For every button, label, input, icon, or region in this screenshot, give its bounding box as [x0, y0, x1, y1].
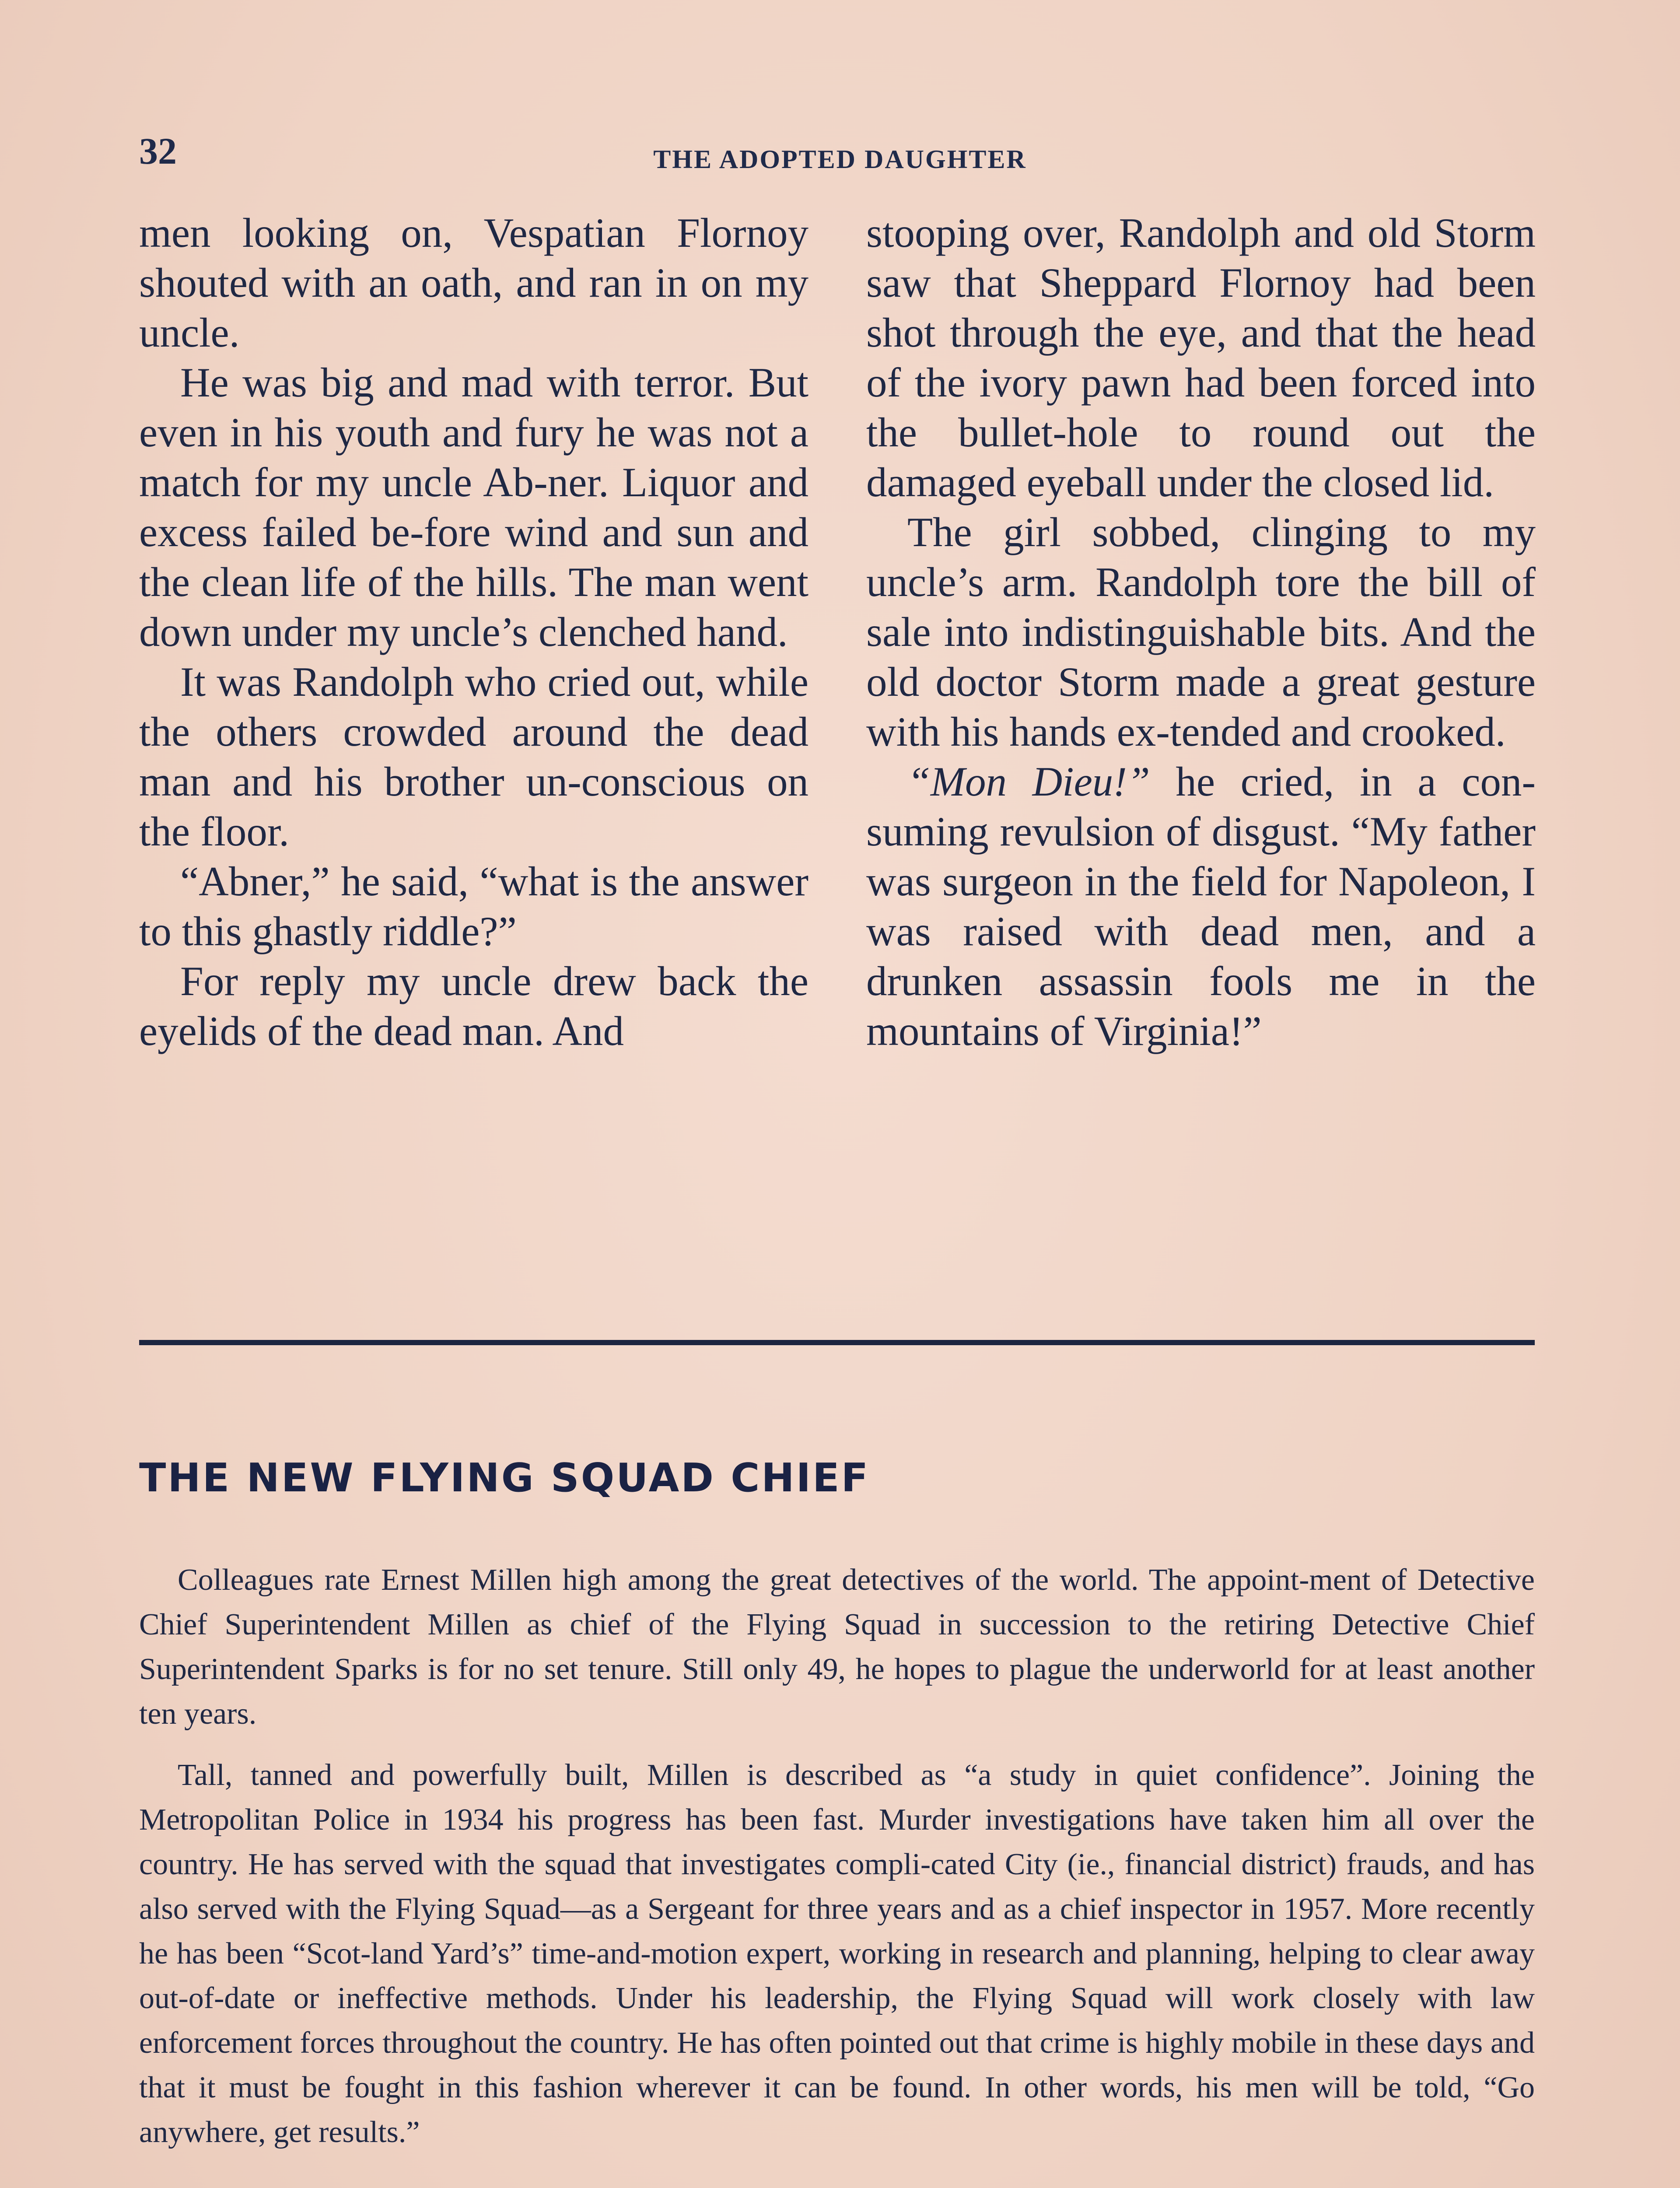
- article-paragraph: Colleagues rate Ernest Millen high among the great detectives of the world. The appoint-ment of Detective Chief Superintendent Millen as chief of the Flying Squad in succession to the retiring Detective Chief Superintendent Sparks is for no set tenure. Still only 49, he hopes to plague the underworld for at least another ten years.: [139, 1563, 1535, 1731]
- story-paragraph-exclamation: [866, 757, 1536, 1056]
- story-paragraph: men looking on, Vespatian Flornoy shouted with an oath, and ran in on my uncle.: [139, 210, 808, 356]
- story-paragraph: He was big and mad with terror. But even in his youth and fury he was not a match for my uncle Ab-ner. Liquor and excess failed be-fore wind and sun and the clean life of the hills. The man went down under my uncle’s clenched hand.: [139, 359, 808, 655]
- running-head: THE ADOPTED DAUGHTER: [653, 145, 1027, 174]
- story-right-column: [866, 208, 1536, 1056]
- exclamation-continuation: he cried, in a con-suming revulsion of disgust. “My father was surgeon in the field for Napoleon, I was raised with dead men, and a drunken assassin fools me in the mountains of Virginia!”: [866, 758, 1536, 1054]
- article-paragraph: Tall, tanned and powerfully built, Millen is described as “a study in quiet confidence”. Joining the Metropolitan Police in 1934 his progress has been fast. Murder investigations have taken him all over the country. He has served with the squad that investigates compli-cated City (ie., financial district) frauds, and has also served with the Flying Squad—as a Sergeant for three years and as a chief inspector in 1957. More recently he has been “Scot-land Yard’s” time-and-motion expert, working in research and planning, helping to clear away out-of-date or ineffective methods. Under his leadership, the Flying Squad will work closely with law enforcement forces throughout the country. He has often pointed out that crime is highly mobile in these days and that it must be fought in this fashion wherever it can be found. In other words, his men will be told, “Go anywhere, get results.”: [139, 1758, 1535, 2149]
- story-paragraph: stooping over, Randolph and old Storm saw that Sheppard Flornoy had been shot through the eye, and that the head of the ivory pawn had been forced into the bullet-hole to round out the damaged eyeball under the closed lid.: [866, 210, 1536, 505]
- story-paragraph: It was Randolph who cried out, while the others crowded around the dead man and his brother un-conscious on the floor.: [139, 659, 808, 855]
- story-paragraph: For reply my uncle drew back the eyelids of the dead man. And: [139, 958, 808, 1054]
- article-body: [139, 1558, 1535, 2171]
- page-number: 32: [139, 130, 177, 172]
- section-divider: [139, 1340, 1535, 1345]
- story-paragraph: The girl sobbed, clinging to my uncle’s arm. Randolph tore the bill of sale into indistinguishable bits. And the old doctor Storm made a great gesture with his hands ex-tended and crooked.: [866, 509, 1536, 755]
- story-paragraph: “Abner,” he said, “what is the answer to this ghastly riddle?”: [139, 858, 808, 954]
- story-left-column: [139, 208, 808, 1056]
- exclamation-italic: “Mon Dieu!”: [907, 758, 1150, 805]
- article-title: THE NEW FLYING SQUAD CHIEF: [139, 1455, 870, 1501]
